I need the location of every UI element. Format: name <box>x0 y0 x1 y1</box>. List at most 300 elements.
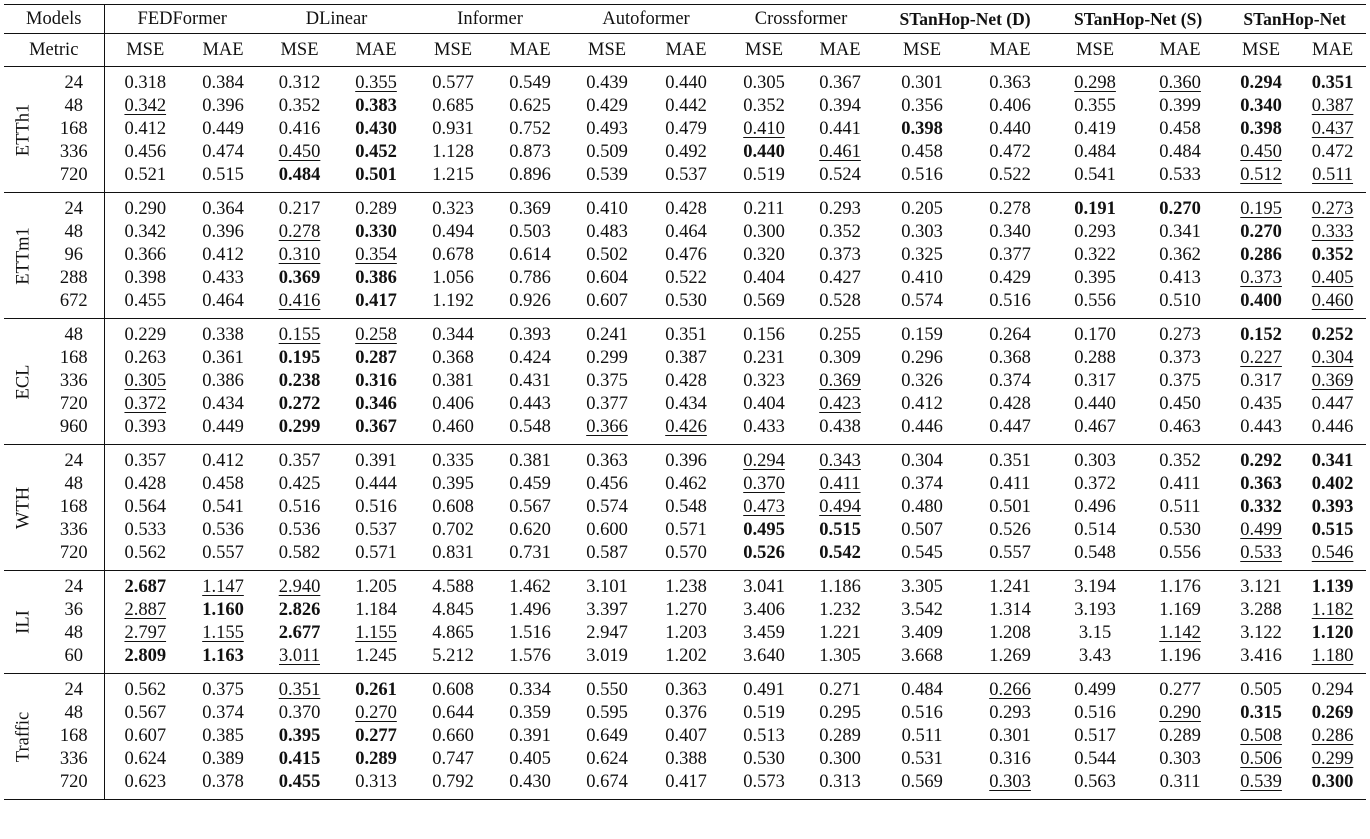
value-text: 0.398 <box>124 268 167 288</box>
value-text: 1.186 <box>819 577 861 597</box>
value-text: 0.351 <box>989 451 1031 471</box>
mse-value-cell <box>104 244 186 267</box>
mse-value-cell <box>567 193 647 222</box>
value-text: 0.526 <box>743 543 785 563</box>
table-row <box>4 95 1366 118</box>
value-text: 0.556 <box>1159 543 1201 563</box>
mse-value-cell <box>1053 599 1137 622</box>
dataset-group <box>4 445 1366 571</box>
mae-value-cell <box>339 519 413 542</box>
dataset-cell <box>4 193 44 319</box>
mae-value-cell <box>803 542 877 571</box>
value-text: 0.509 <box>586 142 628 162</box>
mse-value-cell <box>260 193 339 222</box>
value-text: 3.305 <box>901 577 943 597</box>
mae-value-cell <box>1137 164 1223 193</box>
mse-value-cell <box>104 702 186 725</box>
value-text: 0.299 <box>278 417 321 437</box>
mae-value-cell <box>493 725 567 748</box>
value-text: 0.374 <box>202 703 244 723</box>
value-text: 0.368 <box>432 348 474 368</box>
mae-value-cell <box>339 771 413 800</box>
mae-value-cell <box>967 290 1053 319</box>
value-text: 0.567 <box>509 497 551 517</box>
mae-value-cell <box>1299 267 1366 290</box>
mse-value-cell <box>725 748 803 771</box>
dataset-cell <box>4 445 44 571</box>
value-text: 0.513 <box>743 726 785 746</box>
mae-value-cell <box>967 571 1053 600</box>
value-text: 0.352 <box>819 222 861 242</box>
mse-value-cell <box>413 370 493 393</box>
value-text: 0.413 <box>1159 268 1201 288</box>
value-text: 0.317 <box>1240 371 1282 391</box>
value-text: 0.595 <box>586 703 628 723</box>
mae-value-cell <box>967 393 1053 416</box>
mse-value-cell <box>725 445 803 474</box>
mse-value-cell <box>413 771 493 800</box>
value-text: 1.576 <box>509 646 551 666</box>
mse-value-cell <box>725 599 803 622</box>
value-text: 0.786 <box>509 268 551 288</box>
value-text: 1.202 <box>665 646 707 666</box>
mse-value-cell <box>1053 771 1137 800</box>
value-text: 0.277 <box>355 726 397 746</box>
mae-value-cell <box>1299 319 1366 348</box>
value-text: 0.387 <box>665 348 707 368</box>
mse-value-cell <box>260 725 339 748</box>
mae-value-cell <box>803 416 877 445</box>
mse-value-cell <box>413 416 493 445</box>
mse-value-cell <box>1223 290 1299 319</box>
mse-value-cell <box>567 519 647 542</box>
value-text: 0.357 <box>278 451 321 471</box>
value-text: 0.571 <box>355 543 397 563</box>
value-text: 0.305 <box>124 371 167 391</box>
value-text: 1.180 <box>1311 646 1354 666</box>
value-text: 0.278 <box>278 222 321 242</box>
mae-value-cell <box>967 193 1053 222</box>
value-text: 0.473 <box>743 497 785 517</box>
value-text: 0.255 <box>819 325 861 345</box>
value-text: 0.398 <box>901 119 943 139</box>
dataset-group <box>4 319 1366 445</box>
value-text: 0.484 <box>278 165 321 185</box>
mae-value-cell <box>493 622 567 645</box>
value-text: 0.362 <box>1159 245 1201 265</box>
value-text: 0.286 <box>1240 245 1282 265</box>
value-text: 1.169 <box>1159 600 1201 620</box>
value-text: 0.303 <box>1159 749 1201 769</box>
value-text: 0.747 <box>432 749 474 769</box>
value-text: 0.582 <box>278 543 321 563</box>
table-row <box>4 445 1366 474</box>
mae-value-cell <box>1137 290 1223 319</box>
value-text: 0.542 <box>819 543 861 563</box>
value-text: 1.238 <box>665 577 707 597</box>
mae-value-cell <box>493 290 567 319</box>
value-text: 0.386 <box>355 268 397 288</box>
mse-value-cell <box>877 542 967 571</box>
value-text: 0.428 <box>665 371 707 391</box>
value-text: 1.142 <box>1159 623 1201 643</box>
value-text: 0.395 <box>278 726 321 746</box>
value-text: 0.494 <box>432 222 474 242</box>
mae-value-cell <box>493 370 567 393</box>
table-row <box>4 725 1366 748</box>
mae-value-cell <box>1137 67 1223 96</box>
mae-value-cell <box>186 141 260 164</box>
value-text: 0.411 <box>1159 474 1201 494</box>
value-text: 1.176 <box>1159 577 1201 597</box>
value-text: 0.342 <box>124 222 167 242</box>
mse-value-cell <box>567 496 647 519</box>
mse-value-cell <box>260 221 339 244</box>
value-text: 0.548 <box>509 417 551 437</box>
dataset-name: ILI <box>13 610 34 634</box>
mse-value-cell <box>104 393 186 416</box>
mse-value-cell <box>413 244 493 267</box>
mse-value-cell <box>877 393 967 416</box>
mse-value-cell <box>1223 67 1299 96</box>
mae-value-cell <box>493 599 567 622</box>
value-text: 0.430 <box>355 119 397 139</box>
mse-value-cell <box>567 674 647 703</box>
value-text: 0.600 <box>586 520 628 540</box>
value-text: 0.476 <box>665 245 707 265</box>
mae-value-cell <box>803 599 877 622</box>
metric-mse-header: MSE <box>434 40 473 60</box>
mse-value-cell <box>725 193 803 222</box>
value-text: 0.447 <box>1311 394 1354 414</box>
value-text: 0.312 <box>278 73 321 93</box>
value-text: 0.352 <box>278 96 321 116</box>
mae-value-cell <box>186 496 260 519</box>
mse-value-cell <box>104 496 186 519</box>
value-text: 0.536 <box>278 520 321 540</box>
value-text: 0.495 <box>743 520 785 540</box>
mae-value-cell <box>1137 221 1223 244</box>
mse-value-cell <box>567 599 647 622</box>
value-text: 5.212 <box>432 646 474 666</box>
value-text: 0.479 <box>665 119 707 139</box>
value-text: 0.557 <box>202 543 244 563</box>
mse-value-cell <box>104 95 186 118</box>
value-text: 0.515 <box>1311 520 1354 540</box>
mae-value-cell <box>1137 748 1223 771</box>
mae-value-cell <box>967 519 1053 542</box>
value-text: 0.438 <box>819 417 861 437</box>
mae-value-cell <box>493 445 567 474</box>
value-text: 2.940 <box>278 577 321 597</box>
mae-value-cell <box>186 416 260 445</box>
value-text: 0.289 <box>355 199 397 219</box>
value-text: 1.245 <box>355 646 397 666</box>
value-text: 0.424 <box>509 348 551 368</box>
value-text: 0.569 <box>901 772 943 792</box>
table-row <box>4 319 1366 348</box>
mse-value-cell <box>413 674 493 703</box>
model-header: DLinear <box>305 9 368 29</box>
mse-value-cell <box>877 702 967 725</box>
metric-mae-header: MAE <box>202 40 244 60</box>
mse-value-cell <box>104 599 186 622</box>
mae-value-cell <box>1299 496 1366 519</box>
mse-value-cell <box>725 67 803 96</box>
mae-value-cell <box>339 290 413 319</box>
value-text: 0.446 <box>1311 417 1354 437</box>
mse-value-cell <box>1053 95 1137 118</box>
mae-value-cell <box>803 164 877 193</box>
value-text: 0.546 <box>1311 543 1354 563</box>
value-text: 0.290 <box>1159 703 1201 723</box>
mse-value-cell <box>1053 118 1137 141</box>
value-text: 1.139 <box>1311 577 1354 597</box>
value-text: 0.332 <box>1240 497 1282 517</box>
mse-value-cell <box>567 622 647 645</box>
mae-value-cell <box>803 519 877 542</box>
horizon-cell: 24 <box>44 193 104 222</box>
horizon-cell: 288 <box>44 267 104 290</box>
value-text: 0.355 <box>355 73 397 93</box>
value-text: 0.300 <box>819 749 861 769</box>
value-text: 0.241 <box>586 325 628 345</box>
value-text: 0.264 <box>989 325 1031 345</box>
mse-value-cell <box>104 645 186 674</box>
mse-value-cell <box>260 267 339 290</box>
value-text: 0.303 <box>1074 451 1116 471</box>
value-text: 0.294 <box>743 451 785 471</box>
value-text: 1.147 <box>202 577 244 597</box>
mse-value-cell <box>104 748 186 771</box>
mse-value-cell <box>260 645 339 674</box>
mae-value-cell <box>1137 702 1223 725</box>
value-text: 0.516 <box>278 497 321 517</box>
mse-value-cell <box>260 95 339 118</box>
value-text: 0.269 <box>1311 703 1354 723</box>
value-text: 3.397 <box>586 600 628 620</box>
value-text: 0.369 <box>509 199 551 219</box>
value-text: 0.533 <box>1240 543 1282 563</box>
mse-value-cell <box>567 267 647 290</box>
mae-value-cell <box>803 674 877 703</box>
mse-value-cell <box>413 571 493 600</box>
mae-value-cell <box>1137 645 1223 674</box>
value-text: 0.557 <box>989 543 1031 563</box>
mse-value-cell <box>104 67 186 96</box>
mae-value-cell <box>339 416 413 445</box>
value-text: 1.192 <box>432 291 474 311</box>
value-text: 0.410 <box>901 268 943 288</box>
value-text: 0.435 <box>1240 394 1282 414</box>
value-text: 0.556 <box>1074 291 1116 311</box>
metric-mse-header: MSE <box>745 40 784 60</box>
value-text: 0.396 <box>665 451 707 471</box>
mse-value-cell <box>260 319 339 348</box>
mse-value-cell <box>413 118 493 141</box>
mae-value-cell <box>1137 445 1223 474</box>
value-text: 0.300 <box>1311 772 1354 792</box>
value-text: 0.425 <box>278 474 321 494</box>
mse-value-cell <box>1223 571 1299 600</box>
value-text: 0.494 <box>819 497 861 517</box>
mae-value-cell <box>803 473 877 496</box>
value-text: 0.289 <box>355 749 397 769</box>
value-text: 0.514 <box>1074 520 1116 540</box>
mse-value-cell <box>877 571 967 600</box>
value-text: 0.548 <box>1074 543 1116 563</box>
mae-value-cell <box>186 571 260 600</box>
dataset-name: WTH <box>13 486 34 529</box>
value-text: 0.299 <box>586 348 628 368</box>
mse-value-cell <box>260 622 339 645</box>
value-text: 3.409 <box>901 623 943 643</box>
metric-mse-header: MSE <box>1242 40 1281 60</box>
value-text: 0.377 <box>586 394 628 414</box>
mae-value-cell <box>803 748 877 771</box>
value-text: 0.503 <box>509 222 551 242</box>
mae-value-cell <box>1299 290 1366 319</box>
value-text: 0.374 <box>989 371 1031 391</box>
mae-value-cell <box>967 496 1053 519</box>
mse-value-cell <box>877 347 967 370</box>
mae-value-cell <box>1137 347 1223 370</box>
mse-value-cell <box>725 393 803 416</box>
value-text: 0.313 <box>355 772 397 792</box>
mae-value-cell <box>493 118 567 141</box>
value-text: 0.407 <box>665 726 707 746</box>
value-text: 0.434 <box>665 394 707 414</box>
value-text: 0.614 <box>509 245 551 265</box>
value-text: 0.373 <box>819 245 861 265</box>
mae-value-cell <box>493 393 567 416</box>
value-text: 3.193 <box>1074 600 1116 620</box>
mse-value-cell <box>1223 141 1299 164</box>
mse-value-cell <box>567 571 647 600</box>
mse-value-cell <box>877 221 967 244</box>
mse-value-cell <box>104 674 186 703</box>
value-text: 0.528 <box>819 291 861 311</box>
value-text: 0.405 <box>509 749 551 769</box>
mae-value-cell <box>647 118 725 141</box>
mse-value-cell <box>567 445 647 474</box>
value-text: 0.541 <box>1074 165 1116 185</box>
value-text: 0.433 <box>743 417 785 437</box>
mae-value-cell <box>1299 347 1366 370</box>
value-text: 0.363 <box>989 73 1031 93</box>
mse-value-cell <box>1053 416 1137 445</box>
value-text: 0.450 <box>1159 394 1201 414</box>
mse-value-cell <box>725 496 803 519</box>
value-text: 0.270 <box>1240 222 1282 242</box>
mae-value-cell <box>647 319 725 348</box>
mae-value-cell <box>493 748 567 771</box>
mae-value-cell <box>647 193 725 222</box>
value-text: 3.668 <box>901 646 943 666</box>
table-row <box>4 141 1366 164</box>
value-text: 0.571 <box>665 520 707 540</box>
mse-value-cell <box>1223 599 1299 622</box>
mae-value-cell <box>803 496 877 519</box>
mse-value-cell <box>1223 164 1299 193</box>
mae-value-cell <box>1299 67 1366 96</box>
value-text: 0.395 <box>432 474 474 494</box>
mae-value-cell <box>647 519 725 542</box>
value-text: 0.340 <box>989 222 1031 242</box>
value-text: 0.400 <box>1240 291 1282 311</box>
models-header-row <box>4 5 1366 34</box>
mse-value-cell <box>413 319 493 348</box>
value-text: 3.288 <box>1240 600 1282 620</box>
dataset-group <box>4 571 1366 674</box>
mse-value-cell <box>1223 416 1299 445</box>
value-text: 3.416 <box>1240 646 1282 666</box>
mse-value-cell <box>104 519 186 542</box>
mae-value-cell <box>186 622 260 645</box>
mae-value-cell <box>803 702 877 725</box>
value-text: 0.524 <box>819 165 861 185</box>
value-text: 1.120 <box>1311 623 1354 643</box>
mse-value-cell <box>877 496 967 519</box>
value-text: 0.289 <box>1159 726 1201 746</box>
value-text: 0.389 <box>202 749 244 769</box>
mae-value-cell <box>1299 674 1366 703</box>
table-row <box>4 519 1366 542</box>
mse-value-cell <box>1053 393 1137 416</box>
value-text: 0.440 <box>665 73 707 93</box>
value-text: 0.322 <box>1074 245 1116 265</box>
value-text: 0.261 <box>355 680 397 700</box>
horizon-cell: 24 <box>44 445 104 474</box>
mse-value-cell <box>260 674 339 703</box>
value-text: 0.375 <box>202 680 244 700</box>
value-text: 0.278 <box>989 199 1031 219</box>
mse-value-cell <box>725 290 803 319</box>
value-text: 0.363 <box>1240 474 1282 494</box>
table-row <box>4 221 1366 244</box>
metric-header-row <box>4 34 1366 67</box>
horizon-cell: 48 <box>44 622 104 645</box>
value-text: 0.286 <box>1311 726 1354 746</box>
mae-value-cell <box>1137 267 1223 290</box>
value-text: 1.270 <box>665 600 707 620</box>
value-text: 1.196 <box>1159 646 1201 666</box>
mse-value-cell <box>725 370 803 393</box>
mse-value-cell <box>1223 193 1299 222</box>
mae-value-cell <box>493 416 567 445</box>
mse-value-cell <box>413 267 493 290</box>
mae-value-cell <box>1299 519 1366 542</box>
value-text: 0.441 <box>819 119 861 139</box>
mse-value-cell <box>725 674 803 703</box>
value-text: 0.335 <box>432 451 474 471</box>
value-text: 0.351 <box>665 325 707 345</box>
mae-value-cell <box>339 393 413 416</box>
mae-value-cell <box>647 599 725 622</box>
mae-value-cell <box>186 319 260 348</box>
value-text: 0.493 <box>586 119 628 139</box>
value-text: 4.865 <box>432 623 474 643</box>
mse-value-cell <box>1223 244 1299 267</box>
results-table <box>4 4 1366 800</box>
mae-value-cell <box>493 347 567 370</box>
mse-value-cell <box>413 645 493 674</box>
mse-value-cell <box>1053 267 1137 290</box>
value-text: 0.450 <box>1240 142 1282 162</box>
mse-value-cell <box>1053 496 1137 519</box>
mae-value-cell <box>803 347 877 370</box>
horizon-cell: 336 <box>44 141 104 164</box>
